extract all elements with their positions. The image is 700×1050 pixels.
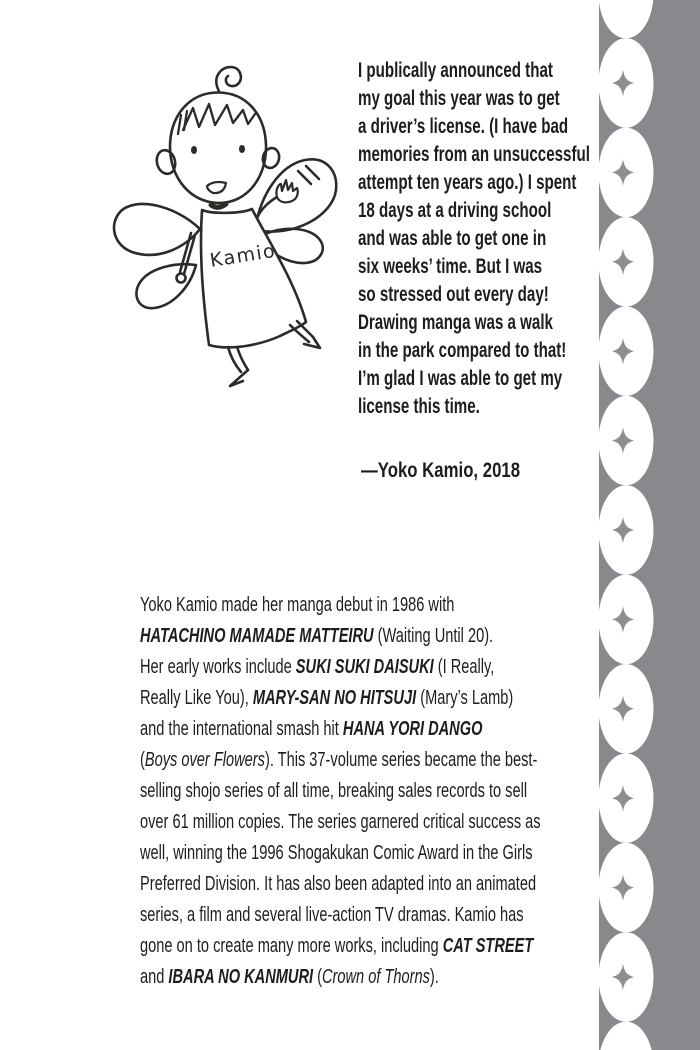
text-line [140,652,495,683]
body-text: Yoko Kamio made her manga debut in 1986 with [140,594,455,616]
title-text: IBARA NO KANMURI [168,966,314,988]
body-text: over 61 million copies. The series garnered critical success as [140,811,541,833]
text-line: I publically announced that [358,59,553,82]
text-line: 18 days at a driving school [358,199,552,222]
text-line [140,838,533,869]
text-line: my goal this year was to get [358,87,560,110]
body-text: ( [313,966,322,988]
leg-left [228,347,248,372]
text-line: so stressed out every day! [358,283,549,306]
body-text: well, winning the 1996 Shogakukan Comic Award in the Girls [140,842,533,864]
body-text: ). This 37-volume series became the best- [264,749,538,771]
text-line: six weeks’ time. But I was [358,255,543,278]
author-byline: —Yoko Kamio, 2018 [361,458,521,482]
wing-fold-lines [298,166,319,184]
text-line: I’m glad I was able to get my [358,367,563,390]
title-text: HATACHINO MAMADE MATTEIRU [140,625,374,647]
text-line [140,776,528,807]
title-text: Crown of Thorns [321,966,430,988]
wing-lower-left [136,264,196,308]
body-text: Really Like You), [140,687,253,709]
text-line: Drawing manga was a walk [358,311,553,334]
text-line: a driver’s license. (I have bad [358,115,569,138]
text-line: and was able to get one in [358,227,547,250]
author-note [358,57,590,421]
decorative-side-band [599,0,700,1050]
body-text: Her early works include [140,656,296,678]
text-line [140,931,534,962]
body-text: (I Really, [433,656,495,678]
text-line [140,683,514,714]
eye-left [191,146,197,154]
text-line [140,714,483,745]
author-biography [140,590,541,993]
text-line [140,900,524,931]
title-text: MARY-SAN NO HITSUJI [252,687,417,709]
body-text: and [140,966,169,988]
body-text: selling shojo series of all time, breaking sales records to sell [140,780,528,802]
text-line [140,621,494,652]
body-text: (Mary’s Lamb) [416,687,514,709]
pin-charm [180,233,195,274]
eye-right [239,145,245,153]
text-line [140,807,541,838]
collar [211,204,226,207]
text-line: memories from an unsuccessful [358,143,590,166]
dress-name-text: Kamio [208,239,278,272]
body-text: ). [429,966,439,988]
text-line [140,590,483,621]
text-line: license this time. [358,395,480,418]
body-text: series, a film and several live-action TV dramas. Kamio has [140,904,524,926]
body-text: and the international smash hit [140,718,343,740]
title-text: Boys over Flowers [144,749,265,771]
foot-left [230,370,248,386]
text-line [140,745,538,776]
text-line [140,869,537,900]
title-text: CAT STREET [442,935,534,957]
text-line: attempt ten years ago.) I spent [358,171,577,194]
body-text: gone on to create many more works, including [140,935,443,957]
fairy-illustration [108,48,344,414]
title-text: HANA YORI DANGO [342,718,483,740]
hand-v-sign [276,180,297,202]
body-text: Preferred Division. It has also been adapted into an animated [140,873,537,895]
pin-charm-ring [177,274,186,283]
body-text: (Waiting Until 20). [373,625,494,647]
body-text: ( [140,749,145,771]
text-line [140,962,483,993]
title-text: SUKI SUKI DAISUKI [295,656,434,678]
text-line: in the park compared to that! [358,339,567,362]
